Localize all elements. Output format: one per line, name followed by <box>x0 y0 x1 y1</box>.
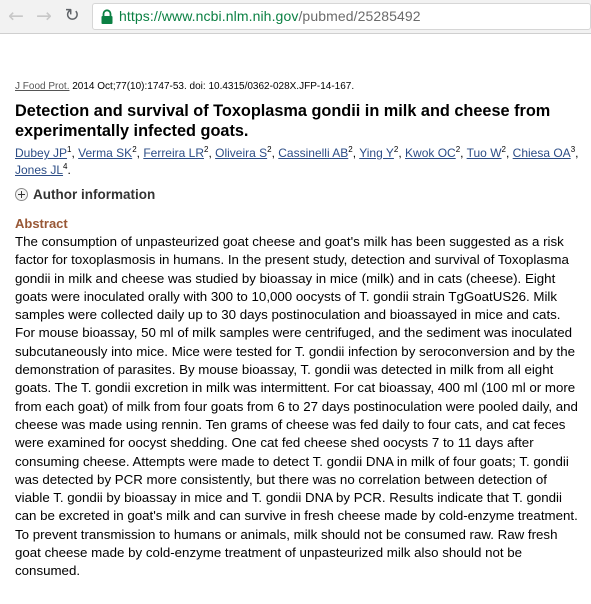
author-link[interactable]: Jones JL <box>15 163 64 177</box>
author-affiliation-number: 4 <box>63 162 68 171</box>
author-link[interactable]: Cassinelli AB <box>278 146 349 160</box>
browser-toolbar <box>0 0 591 34</box>
abstract-heading: Abstract <box>15 216 68 231</box>
author-affiliation-number: 2 <box>501 145 506 154</box>
author-affiliation-number: 2 <box>348 145 353 154</box>
article-title: Detection and survival of Toxoplasma gondii in milk and cheese from experimentally infected goats. <box>15 102 551 140</box>
citation-details: 2014 Oct;77(10):1747-53. doi: 10.4315/0362-028X.JFP-14-167. <box>69 81 355 92</box>
author-link[interactable]: Verma SK <box>78 146 133 160</box>
author-link[interactable]: Dubey JP <box>15 146 68 160</box>
author-list: Dubey $JP^1$, Verma $SK^2$, Ferreira $LR^2$, Oliveira $S^2$, Cassinelli $AB^2$, Ying $Y^2$, Kwok $OC^2$, Tuo $W^2$, Chiesa $OA^3$, Jones $JL^4$. <box>15 145 579 177</box>
author-affiliation-number: 2 <box>267 145 272 154</box>
author-link[interactable]: Oliveira S <box>215 146 268 160</box>
expand-plus-icon[interactable] <box>15 188 28 201</box>
author-affiliation-number: 2 <box>455 145 461 154</box>
journal-link[interactable]: J Food Prot. <box>15 81 70 92</box>
author-affiliation-number: 1 <box>67 145 72 154</box>
citation <box>15 81 354 92</box>
forward-arrow-icon[interactable]: → <box>36 4 52 27</box>
lock-icon <box>100 9 114 25</box>
address-bar[interactable] <box>92 3 591 30</box>
author-list-period: . <box>67 163 71 177</box>
author-link[interactable]: Kwok OC <box>405 146 456 160</box>
back-arrow-icon[interactable]: ← <box>8 4 24 27</box>
url-path: /pubmed/25285492 <box>298 8 421 24</box>
author-link[interactable]: Chiesa OA <box>512 146 571 160</box>
author-information-label: Author information <box>33 187 156 202</box>
reload-icon[interactable]: ↻ <box>64 5 80 26</box>
abstract-text: The consumption of unpasteurized goat cheese and goat's milk has been suggested as a risk factor for toxoplasmosis in humans. In the present study, detection and survival of Toxoplasma gondii in milk and cheese was studied by bioassay in mice (milk) and in cats (cheese). Eight goats were inoculated orally with 300 to 10,000 oocysts of T. gondii strain TgGoatUS26. Milk samples were collected daily up to 30 days postinoculation and bioassayed in mice and cats. For mouse bioassay, 50 ml of milk samples were centrifuged, and the sediment was inoculated subcutaneously into mice. Mice were tested for T. gondii infection by seroconversion and by the demonstration of parasites. By mouse bioassay, T. gondii was detected in milk from all eight goats. The T. gondii excretion in milk was intermittent. For cat bioassay, 400 ml (100 ml or more from each goat) of milk from four goats from 6 to 27 days postinoculation were pooled daily, and cheese was made using rennin. Ten grams of cheese was fed daily to four cats, and cat feces were examined for oocyst shedding. One cat fed cheese shed oocysts 7 to 11 days after consuming cheese. Attempts were made to detect T. gondii DNA in milk of four goats; T. gondii was detected by PCR more consistently, but there was no correlation between detection of viable T. gondii by bioassay in mice and T. gondii DNA by PCR. Results indicate that T. gondii can be excreted in goat's milk and can survive in fresh cheese made by cold-enzyme treatment. To prevent transmission to humans or animals, milk should not be consumed raw. Raw fresh goat cheese made by cold-enzyme treatment of unpasteurized milk also should not be consumed. <box>15 234 578 579</box>
author-affiliation-number: 2 <box>204 145 209 154</box>
author-link[interactable]: Ferreira LR <box>143 146 204 160</box>
author-information-toggle[interactable] <box>15 187 155 202</box>
url-text[interactable] <box>119 8 421 24</box>
author-affiliation-number: 2 <box>132 145 137 154</box>
author-link[interactable]: Ying Y <box>359 146 394 160</box>
author-link[interactable]: Tuo W <box>466 146 502 160</box>
url-host: https://www.ncbi.nlm.nih.gov <box>119 8 299 24</box>
author-affiliation-number: 3 <box>570 145 576 154</box>
author-affiliation-number: 2 <box>393 145 399 154</box>
